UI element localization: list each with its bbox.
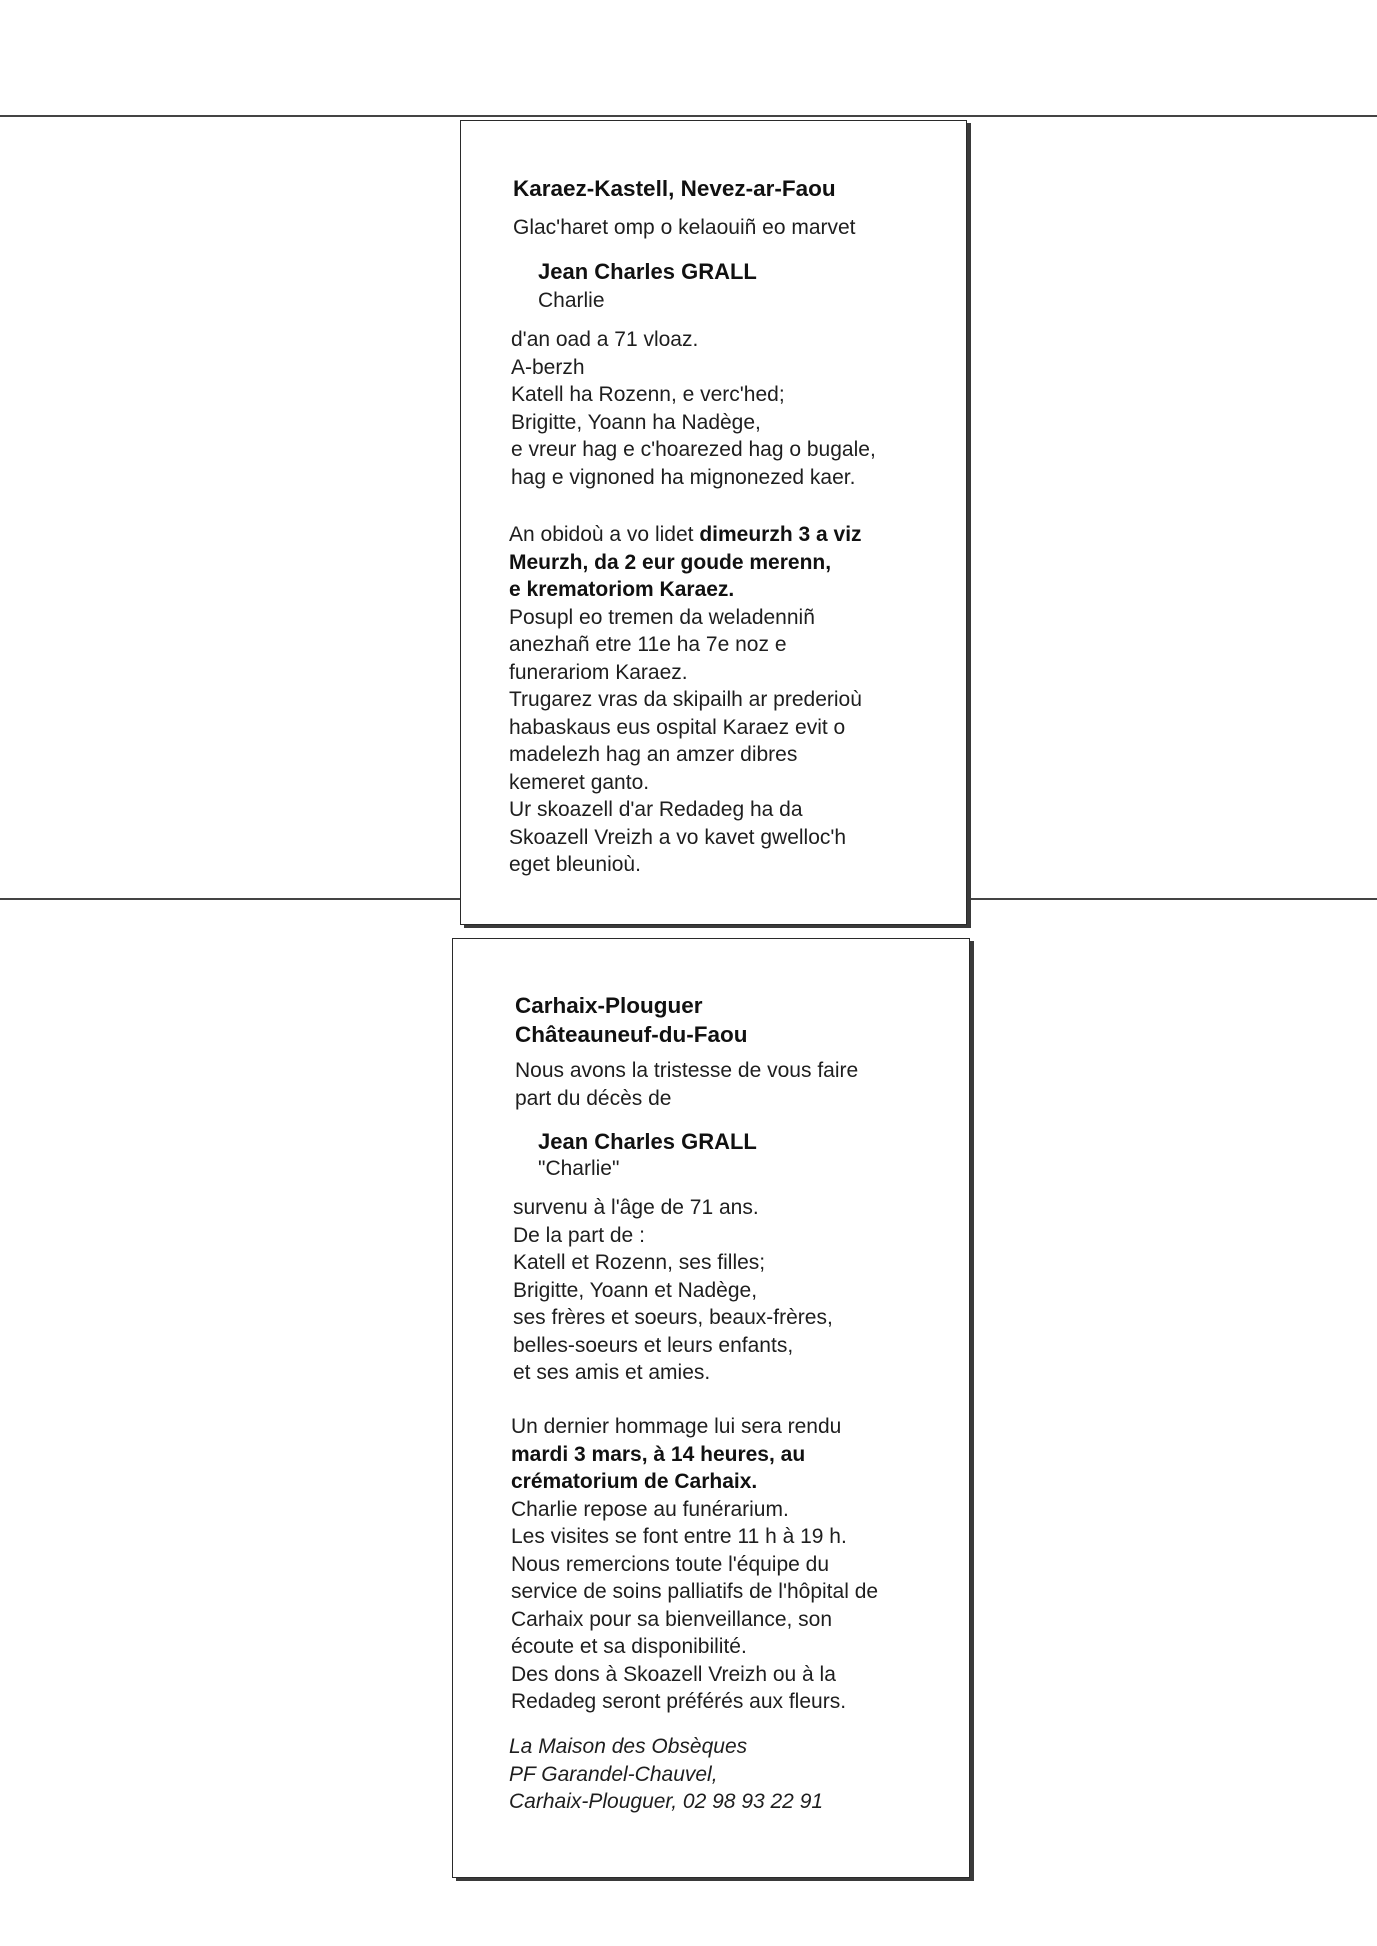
ceremony-date: dimeurzh 3 a viz	[699, 523, 862, 546]
ceremony-time: Meurzh, da 2 eur goude merenn,	[509, 550, 832, 574]
text-line: Skoazell Vreizh a vo kavet gwelloc'h	[509, 825, 847, 849]
text-line: survenu à l'âge de 71 ans.	[513, 1196, 759, 1219]
family-block	[513, 1194, 833, 1387]
text-line	[509, 521, 862, 549]
ceremony-intro: An obidoù a vo lidet	[509, 523, 700, 546]
location-line: Châteauneuf-du-Faou	[515, 1022, 748, 1047]
ceremony-place: e krematoriom Karaez.	[509, 578, 735, 601]
text-line: Nous avons la tristesse de vous faire	[515, 1059, 859, 1082]
text-line: La Maison des Obsèques	[509, 1735, 748, 1758]
family-block	[511, 326, 876, 491]
text-line: Katell ha Rozenn, e verc'hed;	[511, 383, 785, 406]
text-line: hag e vignoned ha mignonezed kaer.	[511, 465, 856, 489]
notice-location	[515, 991, 747, 1049]
text-line: De la part de :	[513, 1223, 645, 1247]
cut-line-top	[0, 115, 1377, 117]
text-line: PF Garandel-Chauvel,	[509, 1762, 718, 1786]
text-line: Un dernier hommage lui sera rendu	[511, 1415, 842, 1438]
ceremony-block	[509, 521, 862, 879]
text-line: madelezh hag an amzer dibres	[509, 743, 798, 766]
ceremony-place: crématorium de Carhaix.	[511, 1470, 758, 1493]
notice-intro	[515, 1057, 858, 1112]
text-line: Redadeg seront préférés aux fleurs.	[511, 1690, 847, 1713]
text-line: Nous remercions toute l'équipe du	[511, 1552, 830, 1576]
text-line: belles-soeurs et leurs enfants,	[513, 1333, 794, 1357]
text-line: e vreur hag e c'hoarezed hag o bugale,	[511, 438, 876, 461]
text-line: anezhañ etre 11e ha 7e noz e	[509, 633, 787, 656]
location-line: Carhaix-Plouguer	[515, 993, 703, 1018]
text-line: Carhaix-Plouguer, 02 98 93 22 91	[509, 1790, 824, 1813]
ceremony-date: mardi 3 mars, à 14 heures, au	[511, 1442, 806, 1466]
deceased-name: Jean Charles GRALL	[538, 1129, 757, 1154]
text-line: d'an oad a 71 vloaz.	[511, 328, 699, 351]
notice-location: Karaez-Kastell, Nevez-ar-Faou	[513, 176, 836, 201]
deceased-nickname: Charlie	[538, 289, 605, 312]
text-line: Les visites se font entre 11 h à 19 h.	[511, 1525, 847, 1548]
ceremony-block	[511, 1413, 878, 1716]
text-line: et ses amis et amies.	[513, 1361, 711, 1384]
text-line: eget bleunioù.	[509, 853, 641, 876]
text-line: écoute et sa disponibilité.	[511, 1635, 747, 1658]
text-line: Brigitte, Yoann et Nadège,	[513, 1278, 758, 1302]
text-line: Des dons à Skoazell Vreizh ou à la	[511, 1662, 836, 1686]
death-notice-french	[452, 938, 970, 1878]
text-line: Posupl eo tremen da weladenniñ	[509, 605, 815, 629]
text-line: habaskaus eus ospital Karaez evit o	[509, 715, 846, 739]
text-line: funerariom Karaez.	[509, 660, 688, 684]
notice-intro: Glac'haret omp o kelaouiñ eo marvet	[513, 216, 856, 239]
text-line: service de soins palliatifs de l'hôpital de	[511, 1580, 879, 1603]
text-line: Katell et Rozenn, ses filles;	[513, 1251, 766, 1274]
deceased-name: Jean Charles GRALL	[538, 259, 757, 284]
text-line: A-berzh	[511, 355, 585, 379]
text-line: Brigitte, Yoann ha Nadège,	[511, 410, 761, 434]
text-line: Carhaix pour sa bienveillance, son	[511, 1607, 833, 1631]
death-notice-breton	[460, 120, 967, 925]
text-line: Charlie repose au funérarium.	[511, 1497, 789, 1521]
funeral-home	[509, 1733, 823, 1816]
text-line: ses frères et soeurs, beaux-frères,	[513, 1306, 833, 1329]
text-line: kemeret ganto.	[509, 770, 650, 794]
text-line: part du décès de	[515, 1086, 672, 1110]
text-line: Trugarez vras da skipailh ar prederioù	[509, 688, 862, 711]
deceased-nickname: "Charlie"	[538, 1157, 620, 1180]
text-line: Ur skoazell d'ar Redadeg ha da	[509, 798, 803, 821]
